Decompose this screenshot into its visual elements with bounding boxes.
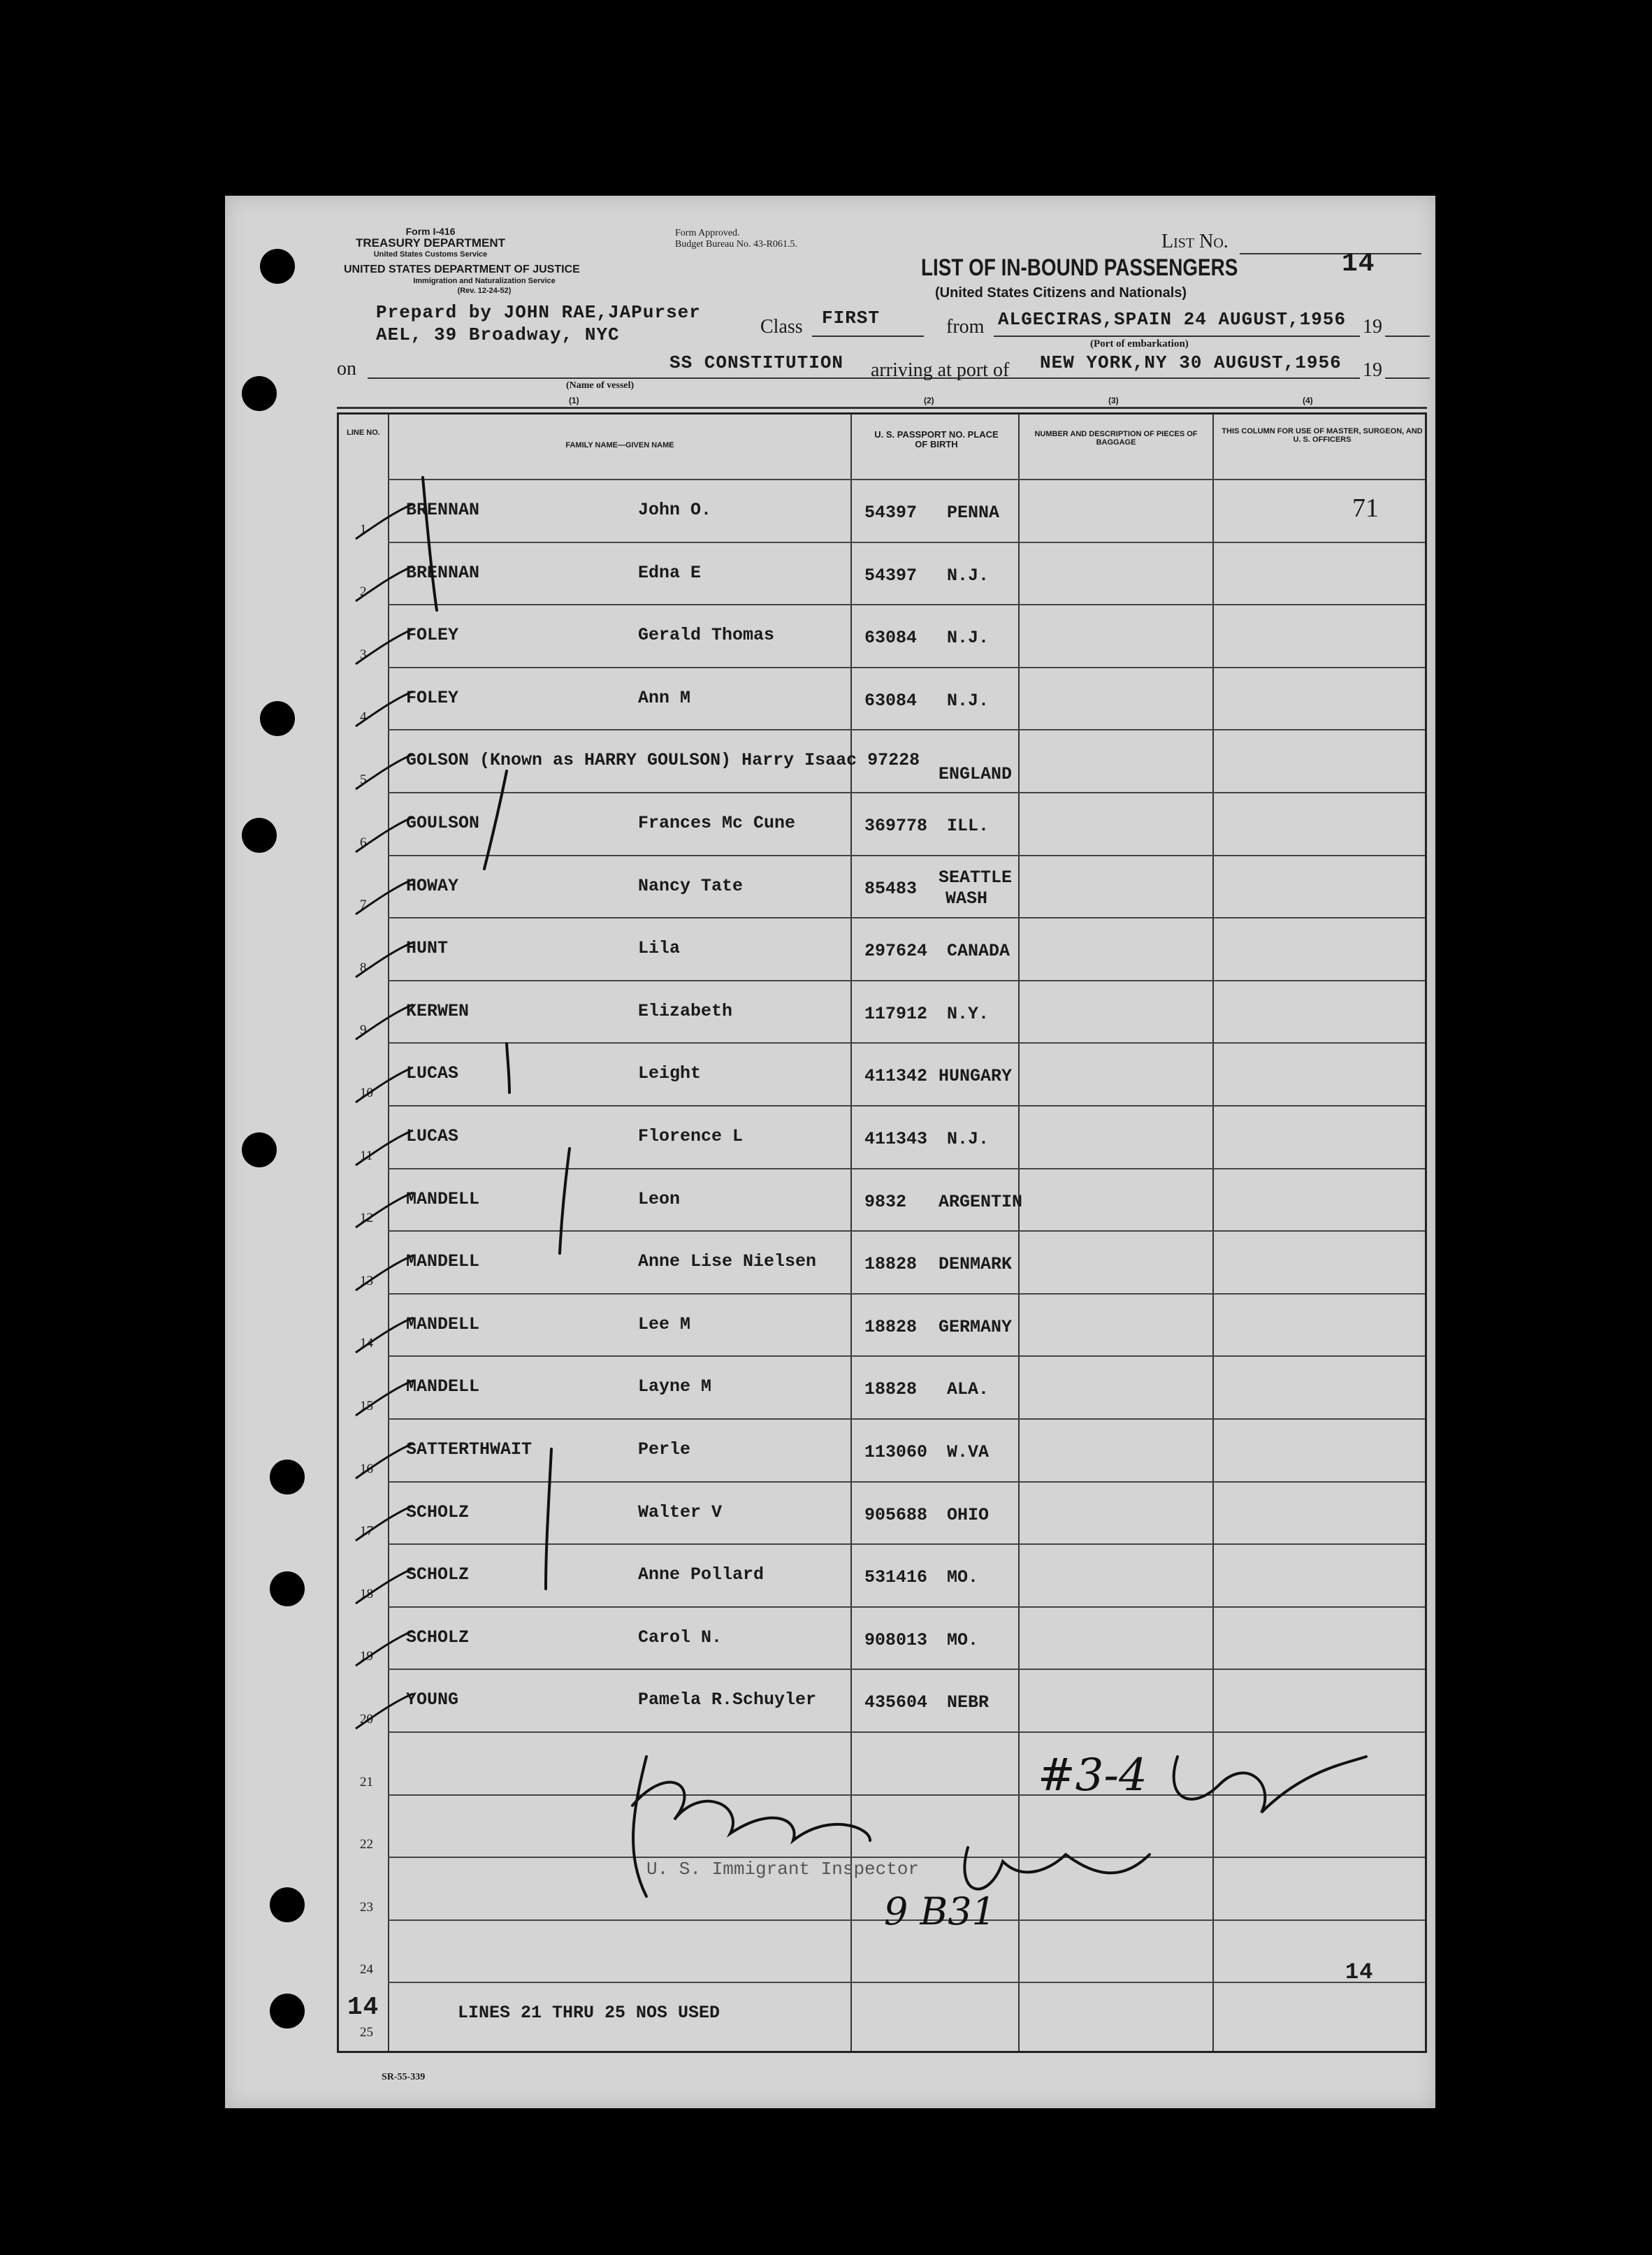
given-name: Leon <box>638 1188 681 1209</box>
passport-number: 18828 <box>864 1379 918 1400</box>
given-name: Elizabeth <box>638 1000 733 1021</box>
form-subtitle: (United States Citizens and Nationals) <box>935 285 1187 301</box>
line-number: 6 <box>360 835 367 850</box>
handwritten-initials: 9 B31 <box>884 1889 996 1933</box>
col-num-1: (1) <box>569 396 579 405</box>
year-suffix-1: 19 <box>1363 316 1382 338</box>
binder-hole <box>260 249 295 284</box>
arriving-label: arriving at port of <box>871 359 1010 381</box>
family-name: LINES 21 THRU 25 NOS USED <box>458 2003 720 2024</box>
col-header-name: FAMILY NAME—GIVEN NAME <box>565 441 674 449</box>
binder-hole <box>270 1571 305 1606</box>
class-underline <box>812 336 924 337</box>
line-number: 5 <box>360 772 367 787</box>
given-name: Lee M <box>638 1313 691 1334</box>
year-underline-1 <box>1385 336 1430 337</box>
manifest-sheet <box>225 196 1435 2108</box>
vessel-caption: (Name of vessel) <box>566 380 635 391</box>
family-name: LUCAS <box>406 1063 459 1084</box>
year-suffix-2: 19 <box>1363 359 1382 381</box>
line-number: 24 <box>360 1962 373 1977</box>
binder-hole <box>242 376 277 411</box>
passport-number: 369778 <box>864 816 928 836</box>
given-name: Layne M <box>638 1376 712 1397</box>
given-name: Pamela R.Schuyler <box>638 1690 817 1710</box>
form-number: Form I-416 <box>405 226 456 237</box>
from-value: ALGECIRAS,SPAIN 24 AUGUST,1956 <box>998 309 1347 330</box>
line-number: 12 <box>360 1211 373 1226</box>
treasury-dept: TREASURY DEPARTMENT <box>355 236 506 250</box>
form-approved: Form Approved. <box>675 228 740 238</box>
reference-mark: 71 <box>1352 493 1379 523</box>
place-of-birth: GERMANY <box>939 1316 1013 1337</box>
place-of-birth: NEBR <box>947 1692 990 1713</box>
passport-number: 54397 <box>864 565 918 586</box>
passport-number: 85483 <box>864 878 918 899</box>
place-of-birth: N.J. <box>947 690 990 711</box>
customs-service: United States Customs Service <box>373 250 488 259</box>
list-no-underline <box>1240 253 1421 254</box>
passport-number: 63084 <box>864 628 918 649</box>
ins-service: Immigration and Naturalization Service <box>413 277 556 285</box>
place-of-birth: W.VA <box>947 1442 990 1462</box>
col-num-2: (2) <box>924 396 934 405</box>
col-header-passport: U. S. PASSPORT NO. PLACE OF BIRTH <box>874 429 999 449</box>
family-name: HOWAY <box>406 875 459 896</box>
arrival-value: NEW YORK,NY 30 AUGUST,1956 <box>1040 352 1342 373</box>
family-name: BRENNAN <box>406 500 480 520</box>
justice-dept: UNITED STATES DEPARTMENT OF JUSTICE <box>344 264 580 275</box>
line-number: 3 <box>360 647 367 662</box>
binder-hole <box>270 1994 305 2029</box>
class-value: FIRST <box>822 308 881 329</box>
passport-number: 18828 <box>864 1254 918 1275</box>
place-of-birth: N.J. <box>947 628 990 649</box>
family-name: FOLEY <box>406 625 459 646</box>
line-number: 15 <box>360 1399 373 1413</box>
line-number: 13 <box>360 1273 373 1288</box>
from-underline <box>994 336 1360 337</box>
handwritten-note: #3-4 <box>1038 1750 1147 1801</box>
line-number: 23 <box>360 1899 373 1915</box>
inspector-stamp: U. S. Immigrant Inspector <box>646 1859 920 1880</box>
place-of-birth: N.J. <box>947 565 990 586</box>
col-num-3: (3) <box>1108 396 1119 405</box>
place-of-birth: MO. <box>947 1567 979 1588</box>
on-label: on <box>337 358 356 380</box>
arrival-underline <box>1037 377 1360 379</box>
col-header-officers: THIS COLUMN FOR USE OF MASTER, SURGEON, AND U. S. OFFICERS <box>1222 427 1423 444</box>
given-name: John O. <box>638 500 712 520</box>
passport-number: 411342 <box>864 1066 928 1087</box>
given-name: Carol N. <box>638 1627 723 1648</box>
given-name: Gerald Thomas <box>638 625 775 646</box>
bottom-list-no: 14 <box>1345 1959 1374 1985</box>
family-name: LUCAS <box>406 1126 459 1146</box>
prepared-by: Prepard by JOHN RAE,JAPurser <box>376 302 701 323</box>
col-num-4: (4) <box>1303 396 1313 405</box>
family-name: HUNT <box>406 938 449 959</box>
handwriting-strokes <box>339 415 1429 2055</box>
given-name: Florence L <box>638 1126 744 1146</box>
place-of-birth: ILL. <box>947 816 990 836</box>
given-name: Lila <box>638 938 681 959</box>
given-name: Edna E <box>638 562 702 583</box>
line-number: 18 <box>360 1586 373 1601</box>
family-name: BRENNAN <box>406 562 480 583</box>
line-number: 2 <box>360 584 367 600</box>
family-name: YOUNG <box>406 1690 459 1710</box>
budget-bureau: Budget Bureau No. 43-R061.5. <box>675 239 797 250</box>
place-of-birth: HUNGARY <box>939 1066 1013 1087</box>
from-label: from <box>946 316 985 338</box>
line-number: 17 <box>360 1524 373 1539</box>
place-of-birth: ENGLAND <box>939 764 1013 785</box>
line-number: 9 <box>360 1023 367 1038</box>
place-of-birth: SEATTLE <box>939 867 1013 888</box>
binder-hole <box>270 1887 305 1922</box>
family-name: SCHOLZ <box>406 1627 470 1648</box>
line-number: 19 <box>360 1649 373 1664</box>
passport-number: 411343 <box>864 1129 928 1149</box>
line-number: 21 <box>360 1774 373 1789</box>
passport-number: 531416 <box>864 1567 928 1588</box>
line-number: 4 <box>360 709 367 725</box>
margin-list-no: 14 <box>347 1993 379 2022</box>
revision: (Rev. 12-24-52) <box>457 287 512 295</box>
place-of-birth: ALA. <box>947 1379 990 1400</box>
binder-hole <box>260 701 295 736</box>
col-header-line: LINE NO. <box>347 428 380 437</box>
passport-number: 9832 <box>864 1191 907 1212</box>
family-name: KERWEN <box>406 1000 470 1021</box>
passport-number: 435604 <box>864 1692 928 1713</box>
header-rule <box>337 407 1427 409</box>
place-of-birth-line2: WASH <box>945 888 988 909</box>
family-name: MANDELL <box>406 1188 480 1209</box>
prepared-address: AEL, 39 Broadway, NYC <box>376 324 620 345</box>
class-label: Class <box>760 316 803 338</box>
list-no-label: List No. <box>1161 231 1229 252</box>
footer-code: SR-55-339 <box>382 2072 426 2082</box>
passenger-table <box>337 412 1427 2053</box>
passport-number: 117912 <box>864 1003 928 1024</box>
place-of-birth: PENNA <box>947 503 1000 523</box>
passport-number: 113060 <box>864 1442 928 1462</box>
list-no-value: 14 <box>1342 249 1375 279</box>
line-number: 8 <box>360 960 367 975</box>
binder-hole <box>242 1132 277 1167</box>
line-number: 22 <box>360 1837 373 1852</box>
passport-number: 54397 <box>864 503 918 523</box>
place-of-birth: ARGENTIN <box>939 1191 1023 1212</box>
place-of-birth: CANADA <box>947 941 1010 962</box>
given-name: Leight <box>638 1063 702 1084</box>
place-of-birth: N.J. <box>947 1129 990 1149</box>
place-of-birth: OHIO <box>947 1504 990 1525</box>
passport-number: 905688 <box>864 1504 928 1525</box>
line-number: 7 <box>360 898 367 913</box>
family-name: MANDELL <box>406 1313 480 1334</box>
line-number: 16 <box>360 1461 373 1476</box>
passport-number: 18828 <box>864 1316 918 1337</box>
col-header-baggage: NUMBER AND DESCRIPTION OF PIECES OF BAGGAGE <box>1034 430 1198 447</box>
given-name: Walter V <box>638 1501 723 1522</box>
given-name: Nancy Tate <box>638 875 744 896</box>
port-embarkation-caption: (Port of embarkation) <box>1090 338 1189 350</box>
binder-hole <box>270 1460 305 1494</box>
given-name: Anne Lise Nielsen <box>638 1251 817 1272</box>
family-name: SCHOLZ <box>406 1564 470 1585</box>
family-name: GOLSON (Known as HARRY GOULSON) Harry Isaac 97228 <box>406 750 920 771</box>
place-of-birth: MO. <box>947 1629 979 1650</box>
place-of-birth: N.Y. <box>947 1003 990 1024</box>
passport-number: 63084 <box>864 690 918 711</box>
given-name: Frances Mc Cune <box>638 813 796 833</box>
line-number: 10 <box>360 1086 373 1100</box>
line-number: 14 <box>360 1336 373 1351</box>
family-name: FOLEY <box>406 687 459 708</box>
place-of-birth: DENMARK <box>939 1254 1013 1275</box>
passport-number: 297624 <box>864 941 928 962</box>
family-name: GOULSON <box>406 813 480 833</box>
vessel-name: SS CONSTITUTION <box>669 352 844 373</box>
given-name: Perle <box>638 1439 691 1460</box>
form-title: LIST OF IN-BOUND PASSENGERS <box>921 254 1238 281</box>
line-number: 1 <box>360 521 367 537</box>
binder-hole <box>242 818 277 853</box>
line-number: 20 <box>360 1712 373 1727</box>
family-name: SCHOLZ <box>406 1501 470 1522</box>
line-number: 11 <box>360 1148 373 1163</box>
passport-number: 908013 <box>864 1629 928 1650</box>
given-name: Anne Pollard <box>638 1564 765 1585</box>
given-name: Ann M <box>638 687 691 708</box>
family-name: MANDELL <box>406 1376 480 1397</box>
line-number: 25 <box>360 2025 373 2040</box>
year-underline-2 <box>1385 377 1430 379</box>
family-name: SATTERTHWAIT <box>406 1439 532 1460</box>
family-name: MANDELL <box>406 1251 480 1272</box>
